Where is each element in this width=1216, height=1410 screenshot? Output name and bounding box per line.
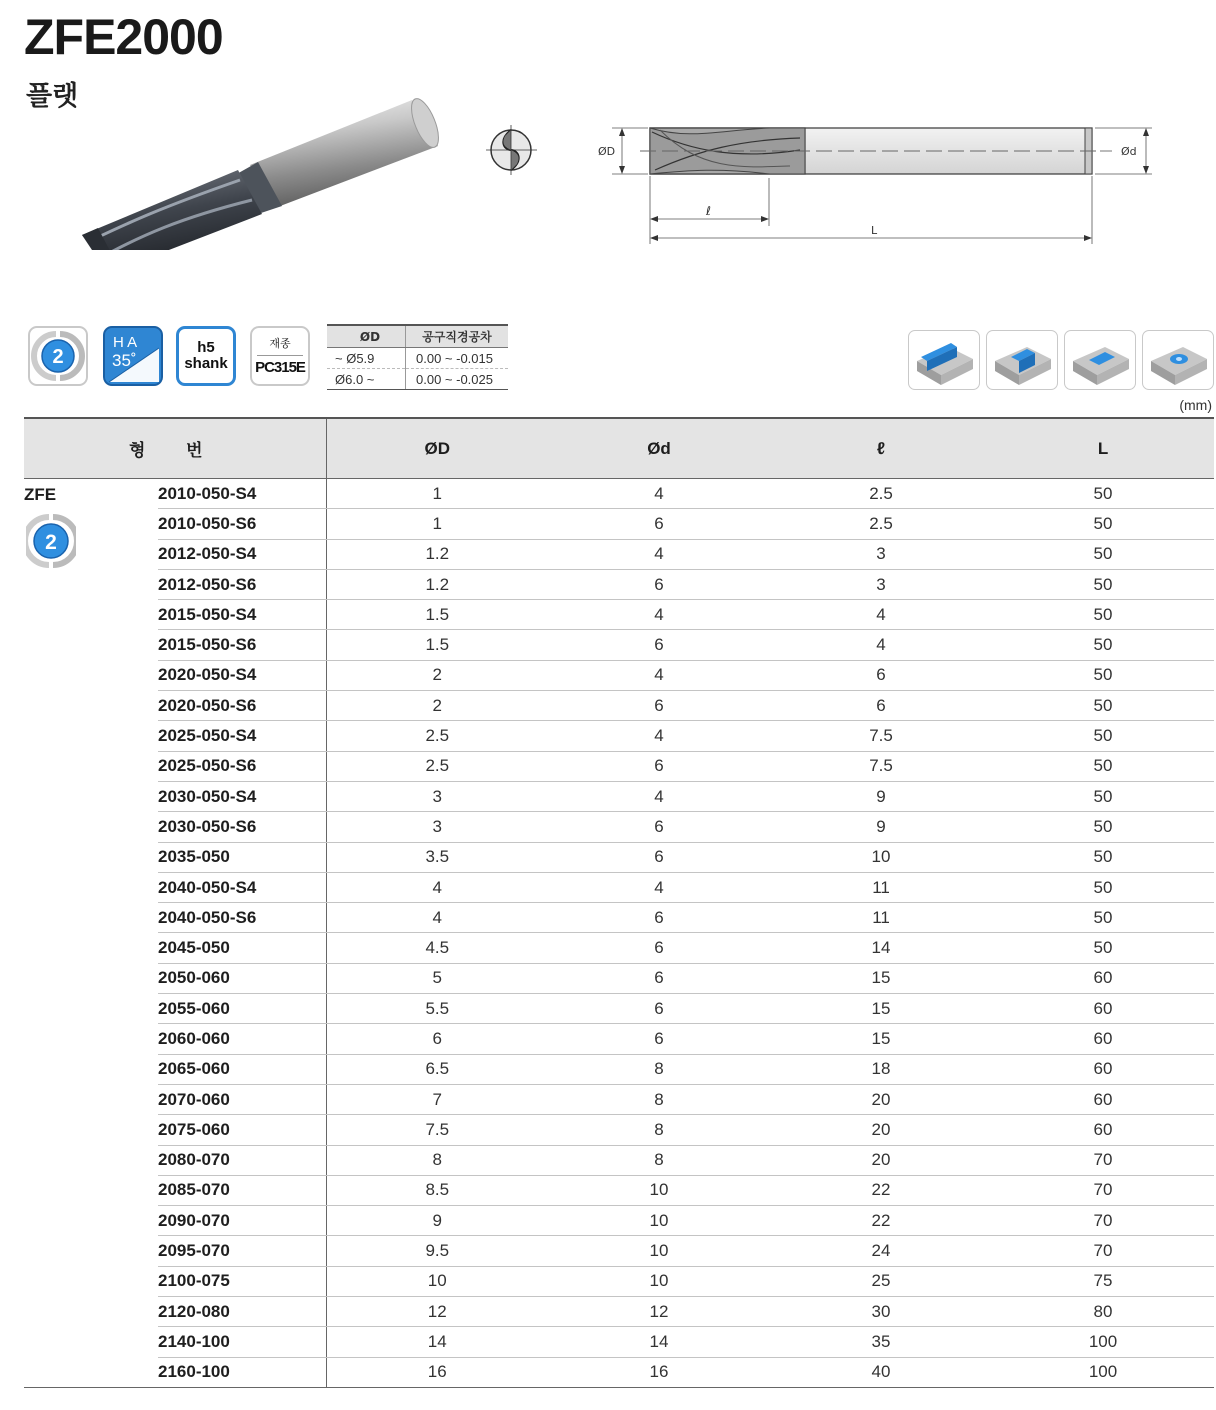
grade-label: 재종 [269, 337, 291, 350]
shank-diameter: 6 [548, 509, 770, 539]
cutting-diameter: 7 [326, 1084, 548, 1114]
series-flute-count: 2 [45, 531, 57, 554]
spec-row [24, 751, 1214, 781]
flute-length: 14 [770, 933, 992, 963]
spec-table [24, 417, 1214, 1388]
overall-length: 80 [992, 1297, 1214, 1327]
model-number: 2020-050-S6 [158, 691, 326, 721]
flute-length: 7.5 [770, 721, 992, 751]
cutting-diameter: 1.5 [326, 630, 548, 660]
flute-length: 20 [770, 1145, 992, 1175]
model-number: 2100-075 [158, 1266, 326, 1296]
series-name: ZFE [24, 485, 57, 504]
cutting-diameter: 2.5 [326, 751, 548, 781]
helix-label: H A [113, 334, 138, 351]
flute-count-number: 2 [52, 346, 64, 368]
cutting-diameter: 2 [326, 660, 548, 690]
tolerance-header-diameter: ØD [327, 325, 406, 348]
flute-length: 4 [770, 600, 992, 630]
cutting-diameter: 6.5 [326, 1054, 548, 1084]
flute-length: 15 [770, 994, 992, 1024]
model-number: 2085-070 [158, 1175, 326, 1205]
flute-length: 22 [770, 1206, 992, 1236]
tool-drawings [0, 90, 1216, 250]
dim-label-L: L [871, 224, 878, 237]
cutting-diameter: 12 [326, 1297, 548, 1327]
overall-length: 50 [992, 691, 1214, 721]
shank-diameter: 6 [548, 751, 770, 781]
cutting-diameter: 9.5 [326, 1236, 548, 1266]
cutting-diameter: 4.5 [326, 933, 548, 963]
overall-length: 50 [992, 630, 1214, 660]
overall-length: 50 [992, 660, 1214, 690]
tolerance-range: Ø6.0 ~ [327, 369, 406, 390]
spec-row [24, 1024, 1214, 1054]
flute-length: 30 [770, 1297, 992, 1327]
spec-row [24, 963, 1214, 993]
overall-length: 50 [992, 539, 1214, 569]
spec-row [24, 660, 1214, 690]
spec-row [24, 479, 1214, 509]
model-number: 2120-080 [158, 1297, 326, 1327]
cutting-diameter: 7.5 [326, 1115, 548, 1145]
flute-length: 25 [770, 1266, 992, 1296]
overall-length: 50 [992, 751, 1214, 781]
overall-length: 50 [992, 781, 1214, 811]
flute-length: 6 [770, 691, 992, 721]
tolerance-table [327, 324, 508, 390]
shank-diameter: 6 [548, 963, 770, 993]
shank-diameter: 4 [548, 721, 770, 751]
cutting-diameter: 3 [326, 781, 548, 811]
flute-length: 3 [770, 569, 992, 599]
slotting-icon [986, 330, 1058, 390]
shank-diameter: 4 [548, 872, 770, 902]
cutting-diameter: 9 [326, 1206, 548, 1236]
spec-row [24, 1236, 1214, 1266]
model-number: 2035-050 [158, 842, 326, 872]
shank-diameter: 8 [548, 1084, 770, 1114]
spec-row [24, 1175, 1214, 1205]
cutting-diameter: 1 [326, 479, 548, 509]
spec-row [24, 630, 1214, 660]
spec-row [24, 1145, 1214, 1175]
page-title: ZFE2000 [24, 9, 223, 65]
overall-length: 100 [992, 1327, 1214, 1357]
overall-length: 50 [992, 600, 1214, 630]
shank-tolerance-class: h5 [197, 339, 215, 356]
dim-label-d: Ød [1121, 145, 1137, 158]
spec-row [24, 933, 1214, 963]
spec-row [24, 1297, 1214, 1327]
model-number: 2060-060 [158, 1024, 326, 1054]
flute-length: 10 [770, 842, 992, 872]
shoulder-milling-icon [908, 330, 980, 390]
shank-diameter: 8 [548, 1115, 770, 1145]
overall-length: 60 [992, 963, 1214, 993]
model-number: 2030-050-S4 [158, 781, 326, 811]
cutting-diameter: 4 [326, 903, 548, 933]
spec-row [24, 539, 1214, 569]
shank-diameter: 8 [548, 1054, 770, 1084]
header-cutting-diameter: ØD [326, 418, 548, 479]
shank-diameter: 8 [548, 1145, 770, 1175]
spec-row [24, 691, 1214, 721]
model-number: 2065-060 [158, 1054, 326, 1084]
model-number: 2140-100 [158, 1327, 326, 1357]
model-number: 2045-050 [158, 933, 326, 963]
dimension-drawing [598, 128, 1152, 244]
tolerance-header-tolerance: 공구직경공차 [406, 325, 509, 348]
spec-row [24, 781, 1214, 811]
flute-count-badge [28, 326, 88, 386]
tolerance-row [327, 348, 508, 369]
tolerance-value: 0.00 ~ -0.025 [406, 369, 509, 390]
shank-diameter: 16 [548, 1357, 770, 1387]
shank-diameter: 10 [548, 1206, 770, 1236]
shank-diameter: 4 [548, 539, 770, 569]
cutting-diameter: 14 [326, 1327, 548, 1357]
two-flute-icon [26, 513, 76, 569]
two-flute-icon [30, 328, 86, 384]
overall-length: 50 [992, 933, 1214, 963]
flute-length: 11 [770, 872, 992, 902]
flute-length: 9 [770, 781, 992, 811]
helix-angle-icon [105, 328, 161, 384]
spec-row [24, 509, 1214, 539]
tool-render [82, 95, 444, 250]
cutting-diameter: 5.5 [326, 994, 548, 1024]
overall-length: 75 [992, 1266, 1214, 1296]
model-number: 2012-050-S4 [158, 539, 326, 569]
cutting-diameter: 3 [326, 812, 548, 842]
model-number: 2050-060 [158, 963, 326, 993]
header-flute-length: ℓ [770, 418, 992, 479]
cutting-diameter: 3.5 [326, 842, 548, 872]
spec-row [24, 1327, 1214, 1357]
shank-diameter: 6 [548, 903, 770, 933]
cutting-diameter: 1 [326, 509, 548, 539]
model-number: 2040-050-S6 [158, 903, 326, 933]
flute-length: 20 [770, 1084, 992, 1114]
spec-row [24, 1115, 1214, 1145]
model-number: 2040-050-S4 [158, 872, 326, 902]
tolerance-row [327, 369, 508, 390]
header-shank-diameter: Ød [548, 418, 770, 479]
model-number: 2030-050-S6 [158, 812, 326, 842]
flute-length: 11 [770, 903, 992, 933]
spec-row [24, 872, 1214, 902]
shank-diameter: 6 [548, 842, 770, 872]
spec-row [24, 721, 1214, 751]
model-number: 2025-050-S4 [158, 721, 326, 751]
shank-diameter: 6 [548, 933, 770, 963]
model-number: 2012-050-S6 [158, 569, 326, 599]
shank-diameter: 4 [548, 781, 770, 811]
shank-diameter: 6 [548, 812, 770, 842]
dim-label-D: ØD [598, 145, 616, 158]
flute-length: 3 [770, 539, 992, 569]
shank-diameter: 6 [548, 994, 770, 1024]
cutting-diameter: 6 [326, 1024, 548, 1054]
overall-length: 50 [992, 509, 1214, 539]
tool-end-view [486, 125, 537, 175]
shank-diameter: 4 [548, 600, 770, 630]
flute-length: 15 [770, 1024, 992, 1054]
overall-length: 50 [992, 872, 1214, 902]
plunge-milling-icon [1142, 330, 1214, 390]
spec-row [24, 1206, 1214, 1236]
spec-row [24, 1357, 1214, 1387]
flute-length: 6 [770, 660, 992, 690]
cutting-diameter: 8 [326, 1145, 548, 1175]
flute-length: 22 [770, 1175, 992, 1205]
overall-length: 50 [992, 569, 1214, 599]
overall-length: 70 [992, 1206, 1214, 1236]
header-model: 형 번 [24, 418, 326, 479]
model-number: 2070-060 [158, 1084, 326, 1114]
model-number: 2095-070 [158, 1236, 326, 1266]
shank-diameter: 12 [548, 1297, 770, 1327]
spec-row [24, 1266, 1214, 1296]
cutting-diameter: 8.5 [326, 1175, 548, 1205]
spec-row [24, 812, 1214, 842]
shank-label: shank [184, 355, 228, 372]
series-cell [24, 479, 158, 1388]
cutting-diameter: 1.5 [326, 600, 548, 630]
unit-label: (mm) [1179, 397, 1212, 413]
flute-length: 40 [770, 1357, 992, 1387]
overall-length: 60 [992, 1054, 1214, 1084]
model-number: 2025-050-S6 [158, 751, 326, 781]
overall-length: 50 [992, 721, 1214, 751]
overall-length: 60 [992, 1115, 1214, 1145]
model-number: 2075-060 [158, 1115, 326, 1145]
pocket-milling-icon [1064, 330, 1136, 390]
model-number: 2055-060 [158, 994, 326, 1024]
spec-row [24, 994, 1214, 1024]
dim-label-flute: ℓ [706, 204, 711, 218]
shank-diameter: 6 [548, 1024, 770, 1054]
spec-row [24, 600, 1214, 630]
shank-diameter: 6 [548, 691, 770, 721]
cutting-diameter: 1.2 [326, 539, 548, 569]
model-number: 2020-050-S4 [158, 660, 326, 690]
cutting-diameter: 5 [326, 963, 548, 993]
flute-length: 35 [770, 1327, 992, 1357]
header-overall-length: L [992, 418, 1214, 479]
overall-length: 50 [992, 842, 1214, 872]
overall-length: 70 [992, 1236, 1214, 1266]
cutting-diameter: 4 [326, 872, 548, 902]
grade-divider [257, 355, 303, 356]
overall-length: 60 [992, 1024, 1214, 1054]
overall-length: 50 [992, 903, 1214, 933]
model-number: 2015-050-S4 [158, 600, 326, 630]
overall-length: 50 [992, 479, 1214, 509]
spec-row [24, 1054, 1214, 1084]
spec-header-row [24, 418, 1214, 479]
flute-length: 7.5 [770, 751, 992, 781]
helix-angle-badge [103, 326, 163, 386]
shank-tolerance-badge [176, 326, 236, 386]
spec-row [24, 1084, 1214, 1114]
shank-diameter: 14 [548, 1327, 770, 1357]
shank-diameter: 10 [548, 1175, 770, 1205]
cutting-diameter: 2.5 [326, 721, 548, 751]
overall-length: 70 [992, 1175, 1214, 1205]
flute-length: 18 [770, 1054, 992, 1084]
shank-diameter: 10 [548, 1266, 770, 1296]
flute-length: 4 [770, 630, 992, 660]
model-number: 2080-070 [158, 1145, 326, 1175]
cutting-diameter: 16 [326, 1357, 548, 1387]
shank-diameter: 10 [548, 1236, 770, 1266]
flute-length: 15 [770, 963, 992, 993]
cutting-diameter: 2 [326, 691, 548, 721]
overall-length: 100 [992, 1357, 1214, 1387]
overall-length: 70 [992, 1145, 1214, 1175]
flute-length: 9 [770, 812, 992, 842]
spec-row [24, 569, 1214, 599]
flute-length: 2.5 [770, 509, 992, 539]
flute-length: 2.5 [770, 479, 992, 509]
model-number: 2090-070 [158, 1206, 326, 1236]
grade-badge [250, 326, 310, 386]
grade-value: PC315E [255, 359, 305, 376]
model-number: 2015-050-S6 [158, 630, 326, 660]
tolerance-value: 0.00 ~ -0.015 [406, 348, 509, 369]
flute-length: 20 [770, 1115, 992, 1145]
tolerance-range: ~ Ø5.9 [327, 348, 406, 369]
spec-row [24, 842, 1214, 872]
model-number: 2160-100 [158, 1357, 326, 1387]
cutting-diameter: 10 [326, 1266, 548, 1296]
spec-row [24, 903, 1214, 933]
shank-diameter: 4 [548, 660, 770, 690]
helix-angle-value: 35˚ [112, 351, 137, 370]
overall-length: 50 [992, 812, 1214, 842]
shank-diameter: 6 [548, 569, 770, 599]
cutting-diameter: 1.2 [326, 569, 548, 599]
shank-diameter: 6 [548, 630, 770, 660]
flute-length: 24 [770, 1236, 992, 1266]
page-subtitle: 플랫 [26, 81, 79, 112]
model-number: 2010-050-S6 [158, 509, 326, 539]
model-number: 2010-050-S4 [158, 479, 326, 509]
tool-shank [250, 100, 438, 208]
shank-diameter: 4 [548, 479, 770, 509]
overall-length: 60 [992, 994, 1214, 1024]
overall-length: 60 [992, 1084, 1214, 1114]
